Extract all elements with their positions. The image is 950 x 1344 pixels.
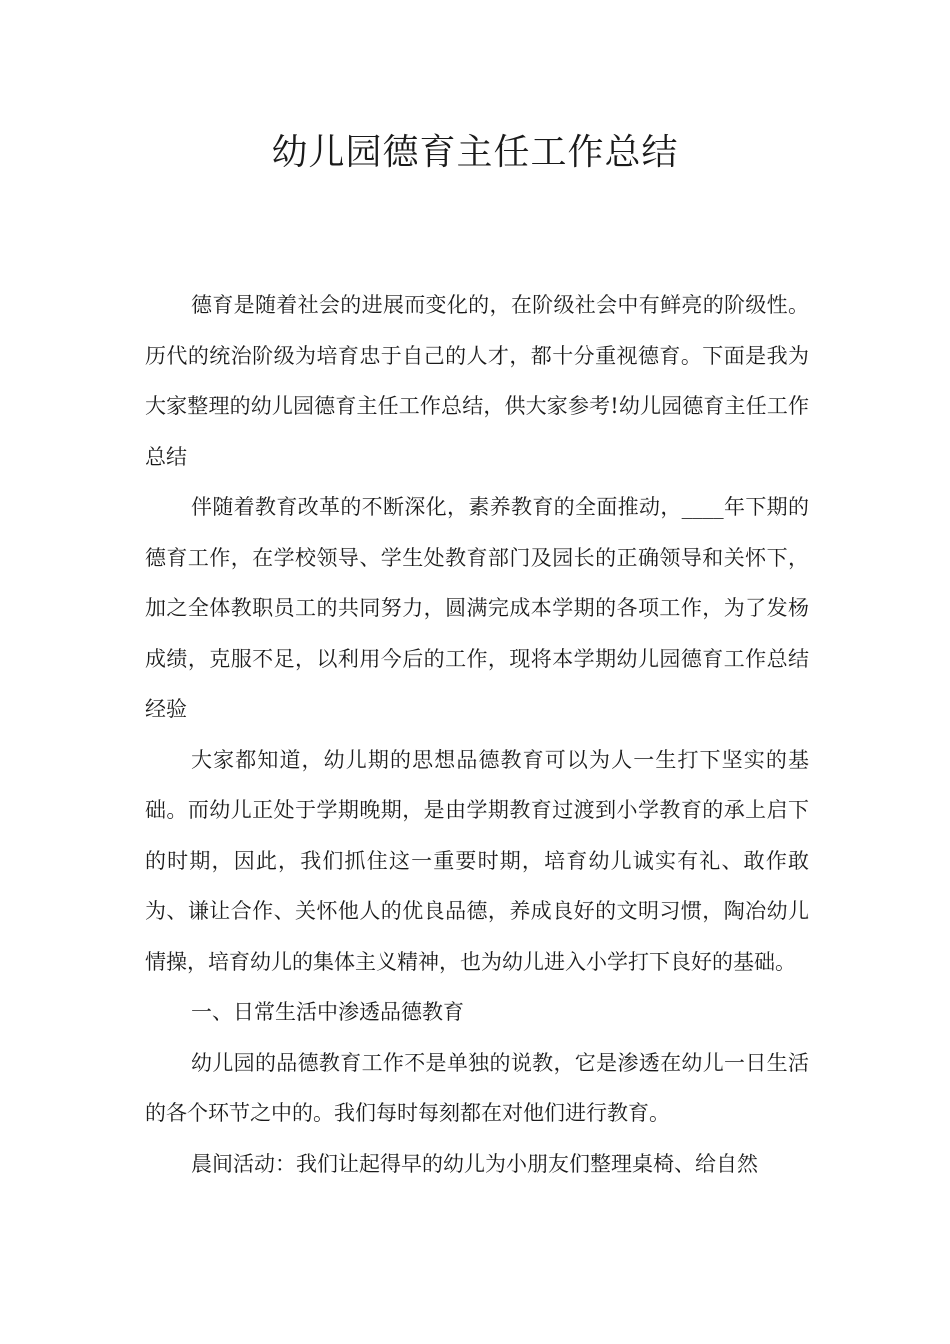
document-title: 幼儿园德育主任工作总结 — [271, 132, 679, 173]
document-body — [145, 280, 809, 1189]
paragraph-intro: 德育是随着社会的进展而变化的，在阶级社会中有鲜亮的阶级性。历代的统治阶级为培育忠于自己的人才，都十分重视德育。下面是我为大家整理的幼儿园德育主任工作总结，供大家参考!幼儿园德育主任工作总结 — [145, 293, 809, 469]
paragraph-overview: 伴随着教育改革的不断深化，素养教育的全面推动，____年下期的德育工作，在学校领导、学生处教育部门及园长的正确领导和关怀下，加之全体教职员工的共同努力，圆满完成本学期的各项工作，为了发杨成绩，克服不足，以利用今后的工作，现将本学期幼儿园德育工作总结经验 — [145, 495, 809, 721]
paragraph-importance: 大家都知道，幼儿期的思想品德教育可以为人一生打下坚实的基础。而幼儿正处于学期晚期，是由学期教育过渡到小学教育的承上启下的时期，因此，我们抓住这一重要时期，培育幼儿诚实有礼、敢作敢为、谦让合作、关怀他人的优良品德，养成良好的文明习惯，陶冶幼儿情操，培育幼儿的集体主义精神，也为幼儿进入小学打下良好的基础。 — [145, 747, 809, 974]
paragraph-morning-activity: 晨间活动：我们让起得早的幼儿为小朋友们整理桌椅、给自然 — [191, 1151, 758, 1176]
paragraph-daily-life: 幼儿园的品德教育工作不是单独的说教，它是渗透在幼儿一日生活的各个环节之中的。我们每时每刻都在对他们进行教育。 — [145, 1050, 809, 1125]
section-heading-daily-life: 一、日常生活中渗透品德教育 — [191, 1000, 464, 1024]
